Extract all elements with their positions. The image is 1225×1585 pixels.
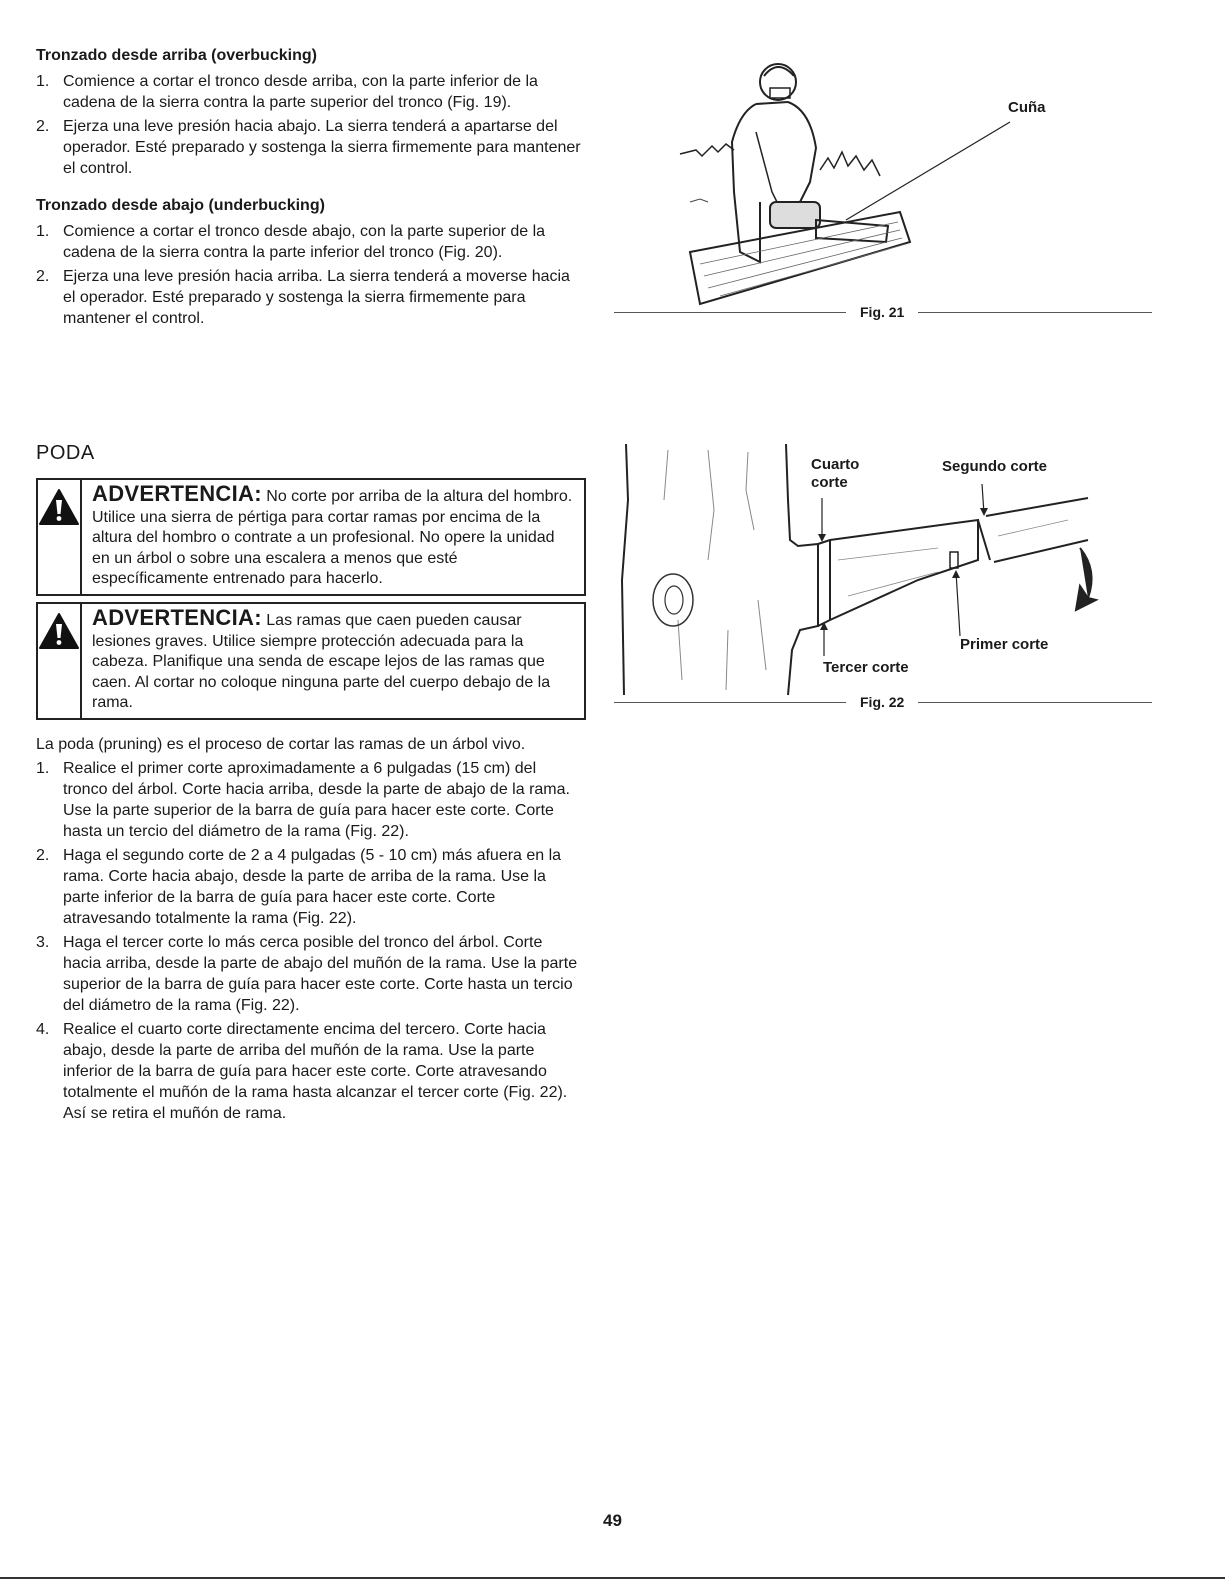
caption-rule — [918, 702, 1152, 703]
underbucking-steps — [36, 221, 584, 329]
warning-title: ADVERTENCIA: — [92, 481, 262, 506]
overbucking-steps — [36, 71, 584, 179]
fig22-second-cut-label: Segundo corte — [942, 458, 1048, 475]
fig21-caption-row — [614, 304, 1152, 320]
fig21-wedge-label: Cuña — [1008, 99, 1046, 116]
list-item: 2. Ejerza una leve presión hacia abajo. La sierra tenderá a apartarse del operador. Esté preparado y sostenga la sierra firmemente para mantener el control. — [36, 118, 581, 177]
warning-text — [82, 604, 584, 718]
fig22-fourth-cut-label — [811, 456, 859, 492]
fourth-cut-line2: corte — [811, 474, 848, 491]
list-item: 4. Realice el cuarto corte directamente encima del tercero. Corte hacia abajo, desde la parte de arriba del muñón de la rama. Use la parte inferior de la barra de guía para hacer este corte. Corte atravesando totalmente el muñón de la rama hasta alcanzar el tercer corte (Fig. 22). Así se retira el muñón de rama. — [36, 1021, 568, 1122]
page-number: 49 — [603, 1511, 622, 1530]
warning-icon-cell — [38, 480, 82, 594]
list-item: 1. Comience a cortar el tronco desde arriba, con la parte inferior de la cadena de la sierra contra la parte superior del tronco (Fig. 19). — [36, 73, 538, 111]
fig21-caption: Fig. 21 — [860, 304, 905, 320]
warning-box-height — [36, 478, 586, 596]
fig21-illustration — [660, 52, 1060, 312]
fig22-caption: Fig. 22 — [860, 694, 905, 710]
warning-triangle-icon — [38, 612, 80, 650]
warning-icon-cell — [38, 604, 82, 718]
list-item: 3. Haga el tercer corte lo más cerca posible del tronco del árbol. Corte hacia arriba, desde la parte de abajo del muñón de la rama. Use la parte superior de la barra de guía para hacer este corte. Corte hasta un tercio del diámetro de la rama (Fig. 22). — [36, 934, 578, 1014]
fourth-cut-line1: Cuarto — [811, 456, 860, 473]
pruning-intro: La poda (pruning) es el proceso de cortar las ramas de un árbol vivo. — [36, 736, 526, 753]
list-item: 1. Realice el primer corte aproximadamente a 6 pulgadas (15 cm) del tronco del árbol. Corte hacia arriba, desde la parte de abajo de la rama. Use la parte superior de la barra de guía para hacer este corte. Corte hasta un tercio del diámetro de la rama (Fig. 22). — [36, 760, 570, 840]
fig22-third-cut-label: Tercer corte — [823, 659, 909, 676]
pruning-section — [36, 734, 584, 1127]
underbucking-heading: Tronzado desde abajo (underbucking) — [36, 197, 325, 214]
list-item: 1. Comience a cortar el tronco desde abajo, con la parte superior de la cadena de la sierra contra la parte inferior del tronco (Fig. 20). — [36, 223, 546, 261]
bottom-divider — [0, 1577, 1225, 1579]
warning-title: ADVERTENCIA: — [92, 605, 262, 630]
list-item: 2. Haga el segundo corte de 2 a 4 pulgadas (5 - 10 cm) más afuera en la rama. Corte hacia abajo, desde la parte de arriba de la rama. Use la parte inferior de la barra de guía para hacer este corte. Corte atravesando totalmente la rama (Fig. 22). — [36, 847, 562, 927]
overbucking-section — [36, 46, 584, 182]
underbucking-section — [36, 196, 584, 332]
poda-heading-wrap — [36, 442, 584, 465]
caption-rule — [614, 312, 846, 313]
fig22-first-cut-label: Primer corte — [960, 636, 1049, 653]
overbucking-heading: Tronzado desde arriba (overbucking) — [36, 47, 317, 64]
fig22-caption-row — [614, 694, 1152, 710]
pruning-steps — [36, 758, 584, 1124]
warning-triangle-icon — [38, 488, 80, 526]
poda-heading: PODA — [36, 442, 95, 464]
list-item: 2. Ejerza una leve presión hacia arriba. La sierra tenderá a moverse hacia el operador. Esté preparado y sostenga la sierra firmemente para mantener el control. — [36, 268, 570, 327]
caption-rule — [918, 312, 1152, 313]
warning-body: No corte por arriba de la altura del hombro. Utilice una sierra de pértiga para cortar ramas por encima de la altura del hombro o contrate a un profesional. No opere la unidad en un árbol o sobre una escalera a menos que esté específicamente entrenado para hacerlo. — [92, 488, 573, 587]
warning-box-falling — [36, 602, 586, 720]
caption-rule — [614, 702, 846, 703]
warning-body: Las ramas que caen pueden causar lesiones graves. Utilice siempre protección adecuada para la cabeza. Planifique una senda de escape lejos de las ramas que caen. Al cortar no coloque ninguna parte del cuerpo debajo de la rama. — [92, 612, 551, 711]
warning-text — [82, 480, 584, 594]
